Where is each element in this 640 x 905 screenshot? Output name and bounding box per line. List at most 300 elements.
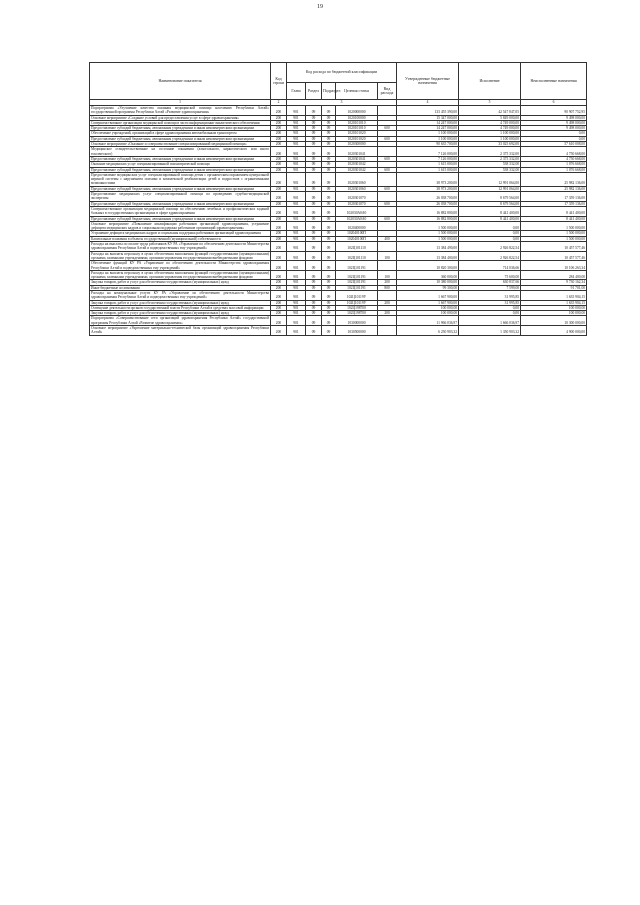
row-code-cell: 200: [271, 251, 287, 261]
row-approved-cell: 16 882 800,00: [397, 216, 459, 221]
row-code-cell: 200: [271, 326, 287, 336]
row-target-cell: 102030А0А0: [336, 206, 378, 216]
row-approved-cell: 7 126 000,00: [397, 156, 459, 161]
row-glava-cell: 901: [287, 162, 306, 167]
row-vid-cell: 400: [378, 236, 397, 241]
row-razdel-cell: 09: [306, 120, 322, 125]
table-row: [90, 270, 587, 280]
row-podrazdel-cell: 09: [322, 311, 336, 316]
header-unexecuted: Неисполненные назначения: [521, 63, 587, 100]
row-executed-cell: 1 100 000,00: [459, 136, 521, 141]
row-name-cell: Подпрограмма «Совершенствование сети организаций здравоохранения Республики Алтай» государственной программы Республики Алтай «Развитие здравоохранения»: [91, 316, 269, 325]
row-approved-cell: 10 380 000,00: [397, 280, 459, 285]
row-target-cell: 1020101010: [336, 126, 378, 131]
row-podrazdel-cell: 09: [322, 251, 336, 261]
row-executed-cell: 4 749 000,00: [459, 126, 521, 131]
header-target: Целевая статья: [336, 83, 378, 100]
header-glava: Глава: [287, 83, 306, 100]
row-code-cell: 200: [271, 270, 287, 280]
row-name-cell: Предоставление медицинских услуг специализированной помощи детям с органическим поражением центральной нервной системы с нарушением психики и комплексной реабилитации детей и подростков с ограниченными возможностями: [91, 172, 269, 186]
row-executed-cell: 630 837,66: [459, 280, 521, 285]
row-name-cell: Расходы на выплаты персоналу в целях обеспечения выполнения функций государственными (муниципальными) органами, казенными учреждениями, органами управления государственными внебюджетными фондами: [91, 251, 269, 260]
row-glava-cell: 901: [287, 115, 306, 120]
row-executed-cell: 1 100 000,00: [459, 131, 521, 136]
row-target-cell: 1020301041: [336, 156, 378, 161]
row-unexecuted-cell: 9 498 000,00: [521, 126, 587, 131]
row-razdel-cell: 09: [306, 142, 322, 147]
row-name-cell: Устранение дефицита медицинских кадров и социальная поддержка работников организаций здравоохранения: [90, 231, 271, 236]
row-name-cell: Предоставление субсидий бюджетным, автономным учреждениям и иным некоммерческим организациям: [90, 216, 271, 221]
row-glava-cell: 901: [287, 270, 306, 280]
row-target-cell: 102040100П: [336, 231, 378, 236]
row-glava-cell: 901: [287, 316, 306, 326]
row-executed-cell: 538 332,00: [459, 162, 521, 167]
row-executed-cell: 8 441 400,00: [459, 206, 521, 216]
row-target-cell: 102030А0А0: [336, 216, 378, 221]
row-glava-cell: 901: [287, 106, 306, 116]
row-code-cell: 200: [271, 261, 287, 271]
row-executed-cell: 31 995,85: [459, 300, 521, 305]
table-row: [90, 192, 587, 202]
row-target-cell: 102Ц101110: [336, 251, 378, 261]
row-executed-cell: 2 375 332,00: [459, 147, 521, 157]
row-code-cell: 200: [271, 305, 287, 310]
row-podrazdel-cell: 09: [322, 206, 336, 216]
row-vid-cell: [378, 172, 397, 186]
row-unexecuted-cell: 284 400,00: [521, 270, 587, 280]
table-row: [90, 326, 587, 336]
row-approved-cell: 11 966 036,97: [397, 316, 459, 326]
row-razdel-cell: 09: [306, 126, 322, 131]
row-target-cell: 1020300000: [336, 142, 378, 147]
row-approved-cell: 99 300,00: [397, 285, 459, 290]
row-approved-cell: 10 820 300,00: [397, 261, 459, 271]
row-approved-cell: 1 500 000,00: [397, 231, 459, 236]
row-approved-cell: 1 500 000,00: [397, 221, 459, 231]
row-name-cell: Расходы на выплаты персоналу в целях обеспечения выполнения функций государственными (муниципальными) органами, казенными учреждениями, органами управления государственными внебюджетными фондами: [91, 270, 269, 280]
row-executed-cell: 7 599,00: [459, 285, 521, 290]
row-code-cell: 200: [271, 115, 287, 120]
row-target-cell: 1020301041: [336, 147, 378, 157]
row-podrazdel-cell: 09: [322, 316, 336, 326]
row-name-cell: Обеспечение учреждений, организаций в сфере здравоохранения автомобильным транспортом: [90, 131, 271, 136]
row-glava-cell: 901: [287, 280, 306, 285]
column-number: 1: [90, 100, 271, 106]
row-executed-cell: 42 547 847,05: [459, 106, 521, 116]
page-number: 19: [317, 4, 323, 10]
row-razdel-cell: 09: [306, 131, 322, 136]
row-vid-cell: [378, 316, 397, 326]
header-vid: Вид расхода: [378, 83, 397, 100]
row-executed-cell: 8 679 564,00: [459, 192, 521, 202]
row-razdel-cell: 09: [306, 147, 322, 157]
row-vid-cell: 100: [378, 251, 397, 261]
row-approved-cell: 360 000,00: [397, 270, 459, 280]
row-vid-cell: 600: [378, 156, 397, 161]
row-podrazdel-cell: 09: [322, 136, 336, 141]
row-code-cell: 200: [271, 172, 287, 186]
row-glava-cell: 901: [287, 201, 306, 206]
table-row: [90, 221, 587, 231]
row-code-cell: 200: [271, 120, 287, 125]
row-code-cell: 200: [271, 236, 287, 241]
row-razdel-cell: 09: [306, 156, 322, 161]
row-unexecuted-cell: 91 701,00: [521, 285, 587, 290]
row-target-cell: 1020301042: [336, 162, 378, 167]
row-podrazdel-cell: 09: [322, 326, 336, 336]
row-vid-cell: 600: [378, 201, 397, 206]
row-unexecuted-cell: 25 982 136,00: [521, 172, 587, 186]
row-name-cell: Предоставление субсидий бюджетным, автономным учреждениям и иным некоммерческим организациям: [90, 167, 271, 172]
row-name-cell: Подпрограмма «Улучшение качества оказания медицинской помощи населению Республики Алтай» государственной программы Республики Алтай «Развитие здравоохранения»: [91, 106, 269, 115]
row-razdel-cell: 09: [306, 316, 322, 326]
row-unexecuted-cell: 9 730 162,34: [521, 280, 587, 285]
column-number: 5: [459, 100, 521, 106]
row-razdel-cell: 09: [306, 251, 322, 261]
row-target-cell: 1020301060: [336, 172, 378, 186]
row-target-cell: 1030500000: [336, 326, 378, 336]
row-target-cell: 102040100П: [336, 236, 378, 241]
row-glava-cell: 901: [287, 142, 306, 147]
row-vid-cell: 200: [378, 300, 397, 305]
row-glava-cell: 901: [287, 206, 306, 216]
row-unexecuted-cell: 4 750 668,00: [521, 147, 587, 157]
table-row: [90, 147, 587, 157]
row-glava-cell: 901: [287, 326, 306, 336]
row-razdel-cell: 09: [306, 201, 322, 206]
row-approved-cell: 100 000,00: [397, 305, 459, 310]
row-unexecuted-cell: 1 076 668,00: [521, 167, 587, 172]
row-razdel-cell: 09: [306, 192, 322, 202]
row-target-cell: 1020301060: [336, 186, 378, 191]
row-name-cell: Закупка товаров, работ и услуг для обеспечения государственных (муниципальных) нужд: [90, 311, 271, 316]
row-vid-cell: [378, 221, 397, 231]
row-executed-cell: 4 749 000,00: [459, 120, 521, 125]
row-approved-cell: 1 615 000,00: [397, 162, 459, 167]
header-podrazdel: Подраздел: [322, 83, 336, 100]
budget-execution-table: [89, 62, 587, 336]
row-podrazdel-cell: 09: [322, 270, 336, 280]
row-target-cell: 1020101010: [336, 120, 378, 125]
row-name-cell: Расходы на коммунальные услуги КУ РА «Управление по обеспечению деятельности Министерства здравоохранения Республики Алтай и подведомственных ему учреждений»: [91, 290, 269, 300]
row-approved-cell: 14 247 000,00: [397, 120, 459, 125]
row-executed-cell: 31 995,85: [459, 290, 521, 300]
row-unexecuted-cell: 90 907 752,95: [521, 106, 587, 116]
table-row: [90, 242, 587, 252]
row-unexecuted-cell: 10 106 263,34: [521, 261, 587, 271]
row-vid-cell: [378, 290, 397, 300]
row-approved-cell: 14 247 000,00: [397, 126, 459, 131]
row-code-cell: 200: [271, 231, 287, 236]
row-approved-cell: 133 455 390,00: [397, 106, 459, 116]
row-code-cell: 200: [271, 206, 287, 216]
row-name-cell: Предоставление медицинских услуг специализированной помощи по проведению судебно-медицинской экспертизы: [91, 192, 269, 201]
table-row: [90, 290, 587, 300]
row-approved-cell: 6 250 903,32: [397, 326, 459, 336]
row-unexecuted-cell: 1 076 668,00: [521, 162, 587, 167]
row-code-cell: 200: [271, 162, 287, 167]
row-executed-cell: 12 991 064,00: [459, 172, 521, 186]
row-glava-cell: 901: [287, 186, 306, 191]
row-podrazdel-cell: 09: [322, 156, 336, 161]
row-podrazdel-cell: 09: [322, 192, 336, 202]
row-approved-cell: 7 126 000,00: [397, 147, 459, 157]
row-executed-cell: 0,00: [459, 305, 521, 310]
row-code-cell: 200: [271, 142, 287, 147]
row-podrazdel-cell: 09: [322, 186, 336, 191]
row-vid-cell: [378, 261, 397, 271]
row-approved-cell: 38 973 200,00: [397, 186, 459, 191]
row-vid-cell: 600: [378, 216, 397, 221]
row-unexecuted-cell: 8 441 400,00: [521, 206, 587, 216]
row-approved-cell: 1 500 000,00: [397, 236, 459, 241]
row-code-cell: 200: [271, 280, 287, 285]
row-approved-cell: 1 667 900,00: [397, 290, 459, 300]
row-vid-cell: [378, 147, 397, 157]
row-glava-cell: 901: [287, 126, 306, 131]
row-name-cell: Основное мероприятие «Укрепление материально-технической базы организаций здравоохранения Республики Алтай»: [91, 326, 269, 335]
column-number: 4: [397, 100, 459, 106]
row-executed-cell: 1 350 903,32: [459, 326, 521, 336]
row-podrazdel-cell: 09: [322, 236, 336, 241]
row-unexecuted-cell: 4 900 000,00: [521, 326, 587, 336]
row-code-cell: 200: [271, 147, 287, 157]
row-vid-cell: [378, 106, 397, 116]
row-approved-cell: 26 038 700,00: [397, 201, 459, 206]
row-code-cell: 200: [271, 136, 287, 141]
row-podrazdel-cell: 09: [322, 261, 336, 271]
row-approved-cell: 1 100 000,00: [397, 131, 459, 136]
row-razdel-cell: 09: [306, 216, 322, 221]
row-podrazdel-cell: 09: [322, 126, 336, 131]
row-unexecuted-cell: 100 000,00: [521, 305, 587, 310]
row-name-cell: Основное мероприятие «Оказание и совершенствование специализированной медицинской помощи»: [90, 142, 271, 147]
row-unexecuted-cell: 0,00: [521, 136, 587, 141]
table-row: [90, 206, 587, 216]
row-razdel-cell: 09: [306, 206, 322, 216]
row-executed-cell: 1 666 036,97: [459, 316, 521, 326]
row-glava-cell: 901: [287, 136, 306, 141]
row-name-cell: Расходы на выплаты по оплате труда работников КУ РА «Управление по обеспечению деятельности Министерства здравоохранения Республики Алтай и подведомственных ему учреждений»: [91, 242, 269, 251]
row-code-cell: 200: [271, 106, 287, 116]
row-target-cell: 102Ц101110: [336, 242, 378, 252]
row-unexecuted-cell: 57 610 008,00: [521, 142, 587, 147]
header-executed: Исполнение: [459, 63, 521, 100]
row-target-cell: 102Ц101191: [336, 285, 378, 290]
row-vid-cell: [378, 206, 397, 216]
row-vid-cell: 600: [378, 136, 397, 141]
row-target-cell: 102Ц198700: [336, 305, 378, 310]
row-razdel-cell: 09: [306, 305, 322, 310]
row-executed-cell: 75 600,00: [459, 270, 521, 280]
row-name-cell: Основное мероприятие «Создание условий для предоставления услуг в сфере здравоохранения»: [90, 115, 271, 120]
row-glava-cell: 901: [287, 311, 306, 316]
row-code-cell: 200: [271, 201, 287, 206]
row-target-cell: 1030000000: [336, 316, 378, 326]
row-podrazdel-cell: 09: [322, 285, 336, 290]
row-approved-cell: 13 384 490,00: [397, 242, 459, 252]
row-name-cell: Капитальные вложения в объекты государственной (муниципальной) собственности: [90, 236, 271, 241]
row-target-cell: 102Ц10119У: [336, 300, 378, 305]
row-approved-cell: 1 667 900,00: [397, 300, 459, 305]
row-approved-cell: 100 000,00: [397, 311, 459, 316]
row-podrazdel-cell: 09: [322, 201, 336, 206]
row-unexecuted-cell: 10 457 577,46: [521, 242, 587, 252]
row-unexecuted-cell: 10 457 577,46: [521, 251, 587, 261]
row-approved-cell: 26 038 700,00: [397, 192, 459, 202]
row-executed-cell: 0,00: [459, 231, 521, 236]
row-unexecuted-cell: 17 359 136,00: [521, 192, 587, 202]
row-glava-cell: 901: [287, 231, 306, 236]
row-unexecuted-cell: 1 500 000,00: [521, 231, 587, 236]
row-executed-cell: 2 926 822,54: [459, 242, 521, 252]
column-number: 3: [287, 100, 397, 106]
row-unexecuted-cell: 17 359 136,00: [521, 201, 587, 206]
row-razdel-cell: 09: [306, 285, 322, 290]
row-name-cell: Предоставление субсидий бюджетным, автономным учреждениям и иным некоммерческим организациям: [90, 156, 271, 161]
row-executed-cell: 8 441 400,00: [459, 216, 521, 221]
row-razdel-cell: 09: [306, 280, 322, 285]
row-target-cell: 1020301042: [336, 167, 378, 172]
row-target-cell: 1020301070: [336, 192, 378, 202]
header-code-line: Код строки: [271, 63, 287, 100]
table-row: [90, 316, 587, 326]
row-glava-cell: 901: [287, 261, 306, 271]
row-code-cell: 200: [271, 186, 287, 191]
row-glava-cell: 901: [287, 147, 306, 157]
row-podrazdel-cell: 09: [322, 131, 336, 136]
row-approved-cell: 90 635 700,00: [397, 142, 459, 147]
table-row: [90, 251, 587, 261]
row-vid-cell: 100: [378, 270, 397, 280]
row-code-cell: 200: [271, 192, 287, 202]
row-executed-cell: 714 036,66: [459, 261, 521, 271]
row-name-cell: Закупка товаров, работ и услуг для обеспечения государственных (муниципальных) нужд: [90, 300, 271, 305]
row-unexecuted-cell: 1 500 000,00: [521, 221, 587, 231]
row-code-cell: 200: [271, 242, 287, 252]
row-vid-cell: 800: [378, 285, 397, 290]
row-code-cell: 200: [271, 221, 287, 231]
row-glava-cell: 901: [287, 131, 306, 136]
row-target-cell: 102Ц101191: [336, 261, 378, 271]
row-razdel-cell: 09: [306, 221, 322, 231]
row-name-cell: Обеспечение функций КУ РА «Управление по обеспечению деятельности Министерства здравоохранения Республики Алтай и подведомственных ему учреждений»: [91, 261, 269, 270]
row-executed-cell: 5 849 000,00: [459, 115, 521, 120]
row-vid-cell: 200: [378, 280, 397, 285]
row-razdel-cell: 09: [306, 186, 322, 191]
row-podrazdel-cell: 09: [322, 172, 336, 186]
row-approved-cell: 13 384 400,00: [397, 251, 459, 261]
row-podrazdel-cell: 09: [322, 280, 336, 285]
row-code-cell: 200: [271, 167, 287, 172]
row-glava-cell: 901: [287, 156, 306, 161]
row-razdel-cell: 09: [306, 270, 322, 280]
row-executed-cell: 0,00: [459, 236, 521, 241]
row-razdel-cell: 09: [306, 326, 322, 336]
row-target-cell: 1020000000: [336, 106, 378, 116]
row-target-cell: 1020400000: [336, 221, 378, 231]
row-vid-cell: [378, 326, 397, 336]
header-approved: Утвержденные бюджетные назначения: [397, 63, 459, 100]
row-approved-cell: 16 882 800,00: [397, 206, 459, 216]
row-vid-cell: 600: [378, 167, 397, 172]
row-podrazdel-cell: 09: [322, 162, 336, 167]
row-code-cell: 200: [271, 216, 287, 221]
table-row: [90, 106, 587, 116]
row-executed-cell: 12 991 064,00: [459, 186, 521, 191]
row-vid-cell: 200: [378, 311, 397, 316]
row-razdel-cell: 09: [306, 231, 322, 236]
row-razdel-cell: 09: [306, 236, 322, 241]
row-name-cell: Совершенствование организации медицинской помощи в части информационно-аналитического обеспечения: [90, 120, 271, 125]
row-podrazdel-cell: 09: [322, 216, 336, 221]
row-code-cell: 200: [271, 285, 287, 290]
row-name-cell: Предоставление субсидий бюджетным, автономным учреждениям и иным некоммерческим организациям: [90, 201, 271, 206]
row-unexecuted-cell: 9 498 000,00: [521, 115, 587, 120]
row-podrazdel-cell: 09: [322, 147, 336, 157]
row-name-cell: Медицинское освидетельствование на состояние опьянения (алкогольного, наркотического или иного токсического): [91, 147, 269, 156]
row-executed-cell: 2 375 332,00: [459, 156, 521, 161]
row-name-cell: Иные бюджетные ассигнования: [90, 285, 271, 290]
row-razdel-cell: 09: [306, 136, 322, 141]
row-podrazdel-cell: 09: [322, 231, 336, 236]
row-name-cell: Предоставление субсидий бюджетным, автономным учреждениям и иным некоммерческим организациям: [90, 126, 271, 131]
row-razdel-cell: 09: [306, 106, 322, 116]
row-code-cell: 200: [271, 316, 287, 326]
table-row: [90, 261, 587, 271]
row-podrazdel-cell: 09: [322, 120, 336, 125]
row-unexecuted-cell: 1 635 904,15: [521, 290, 587, 300]
row-executed-cell: 33 025 692,00: [459, 142, 521, 147]
header-budget-code: Код расхода по бюджетной классификации: [287, 63, 397, 83]
row-podrazdel-cell: 09: [322, 167, 336, 172]
row-podrazdel-cell: 09: [322, 142, 336, 147]
row-podrazdel-cell: 09: [322, 305, 336, 310]
row-razdel-cell: 09: [306, 167, 322, 172]
row-name-cell: Основное мероприятие «Повышение квалификации работников организаций здравоохранения, устранение дефицита медицинских кадров и социальная поддержка работников организаций здравоохранения»: [91, 221, 269, 231]
row-razdel-cell: 09: [306, 261, 322, 271]
row-glava-cell: 901: [287, 192, 306, 202]
row-approved-cell: 1 100 000,00: [397, 136, 459, 141]
row-glava-cell: 901: [287, 172, 306, 186]
row-glava-cell: 901: [287, 300, 306, 305]
row-name-cell: Оказание медицинских услуг специализированной психиатрической помощи: [90, 162, 271, 167]
row-vid-cell: 600: [378, 126, 397, 131]
row-razdel-cell: 09: [306, 115, 322, 120]
row-glava-cell: 901: [287, 242, 306, 252]
row-code-cell: 200: [271, 300, 287, 305]
row-razdel-cell: 09: [306, 242, 322, 252]
header-razdel: Раздел: [306, 83, 322, 100]
row-podrazdel-cell: 09: [322, 300, 336, 305]
row-code-cell: 200: [271, 311, 287, 316]
header-name: Наименование показателя: [90, 63, 271, 100]
row-unexecuted-cell: 8 441 400,00: [521, 216, 587, 221]
row-podrazdel-cell: 09: [322, 106, 336, 116]
row-code-cell: 200: [271, 126, 287, 131]
row-podrazdel-cell: 09: [322, 290, 336, 300]
row-name-cell: Предоставление субсидий бюджетным, автономным учреждениям и иным некоммерческим организациям: [90, 136, 271, 141]
row-glava-cell: 901: [287, 251, 306, 261]
row-target-cell: 1020301070: [336, 201, 378, 206]
row-name-cell: Совершенствование организации медицинской помощи по обеспечению лечебных и профилактических заданий больных в государственных организациях в сфере здравоохранения: [91, 206, 269, 216]
row-glava-cell: 901: [287, 216, 306, 221]
row-target-cell: 102Ц101191: [336, 270, 378, 280]
row-unexecuted-cell: 100 000,00: [521, 311, 587, 316]
row-name-cell: Предоставление субсидий бюджетным, автономным учреждениям и иным некоммерческим организациям: [90, 186, 271, 191]
row-unexecuted-cell: 0,00: [521, 131, 587, 136]
row-target-cell: 102Ц198700: [336, 311, 378, 316]
